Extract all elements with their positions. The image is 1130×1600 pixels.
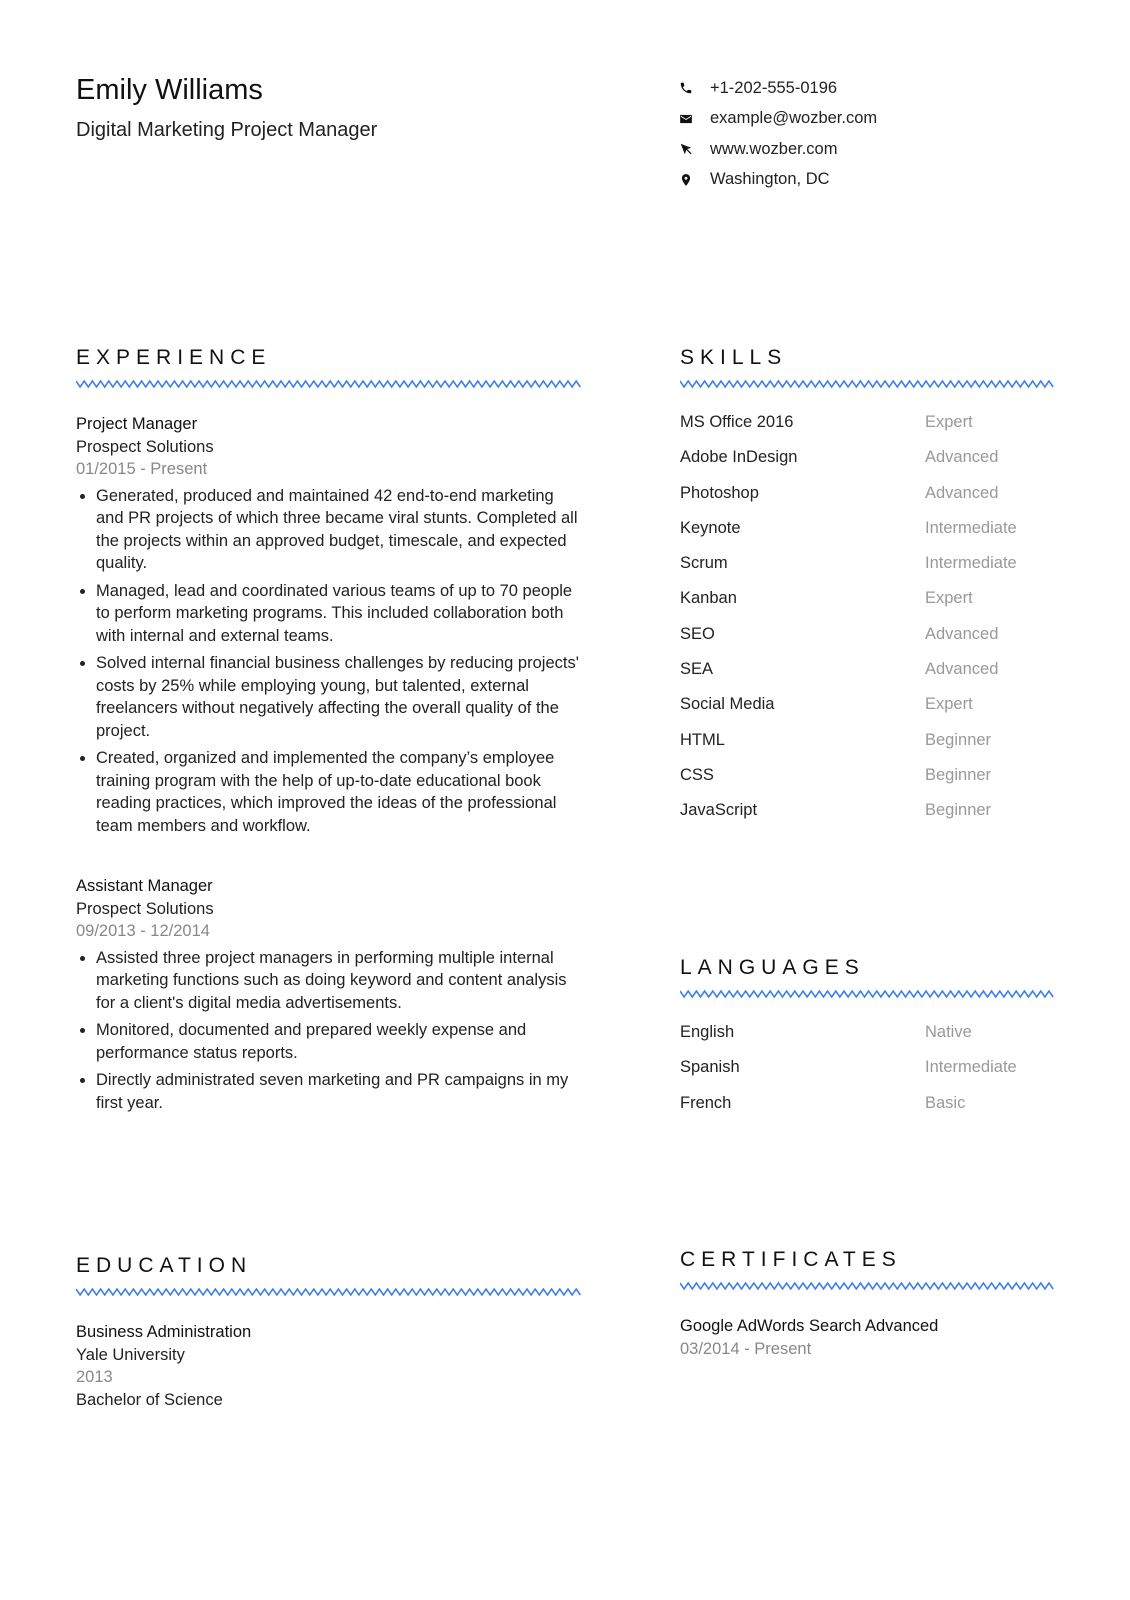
skills-section (680, 346, 1054, 837)
skill-level: Expert (925, 413, 973, 431)
skill-row (680, 695, 1054, 730)
job-bullet: • Directly administrated seven marketing and PR campaigns in my first year. (96, 1069, 581, 1114)
skill-row (680, 413, 1054, 448)
job-title: Project Manager (76, 415, 198, 433)
skill-row (680, 801, 1054, 836)
language-row (680, 1058, 1054, 1093)
job-bullet: • Generated, produced and maintained 42 end-to-end marketing and PR projects of which three became viral stunts. Completed all the projects within an approved budget, timescale, and expected quality. (96, 485, 581, 575)
language-level: Intermediate (925, 1058, 1017, 1077)
contact-list (679, 73, 1079, 195)
map-pin-icon (679, 173, 693, 187)
skill-level: Beginner (925, 801, 992, 820)
experience-heading: EXPERIENCE (76, 346, 272, 369)
skills-heading: SKILLS (680, 346, 788, 369)
experience-section (76, 346, 581, 1119)
skill-row (680, 484, 1054, 519)
skill-row (680, 448, 1054, 483)
contact-location (679, 165, 1079, 196)
contact-email[interactable] (679, 104, 1079, 135)
contact-email-text: example@wozber.com (710, 109, 878, 128)
language-name: Spanish (680, 1058, 740, 1077)
certificates-divider (680, 1281, 1054, 1291)
job-company: Prospect Solutions (76, 437, 214, 456)
skill-level: Intermediate (925, 554, 1017, 573)
skill-level: Advanced (925, 660, 999, 679)
skill-row (680, 731, 1054, 766)
job-bullet: • Managed, lead and coordinated various teams of up to 70 people to perform marketing programs. This included collaboration both with internal and external teams. (96, 580, 581, 648)
skill-name: SEA (680, 660, 714, 679)
skill-level: Advanced (925, 483, 999, 502)
skill-level: Advanced (925, 448, 999, 467)
language-level: Native (925, 1023, 972, 1041)
job-bullet: • Created, organized and implemented the company’s employee training program with the help of up-to-date educational book reading practices, which improved the ideas of the professional team members and workflow. (96, 747, 581, 837)
languages-section (680, 956, 1054, 1129)
job-entry (76, 413, 581, 837)
experience-divider (76, 379, 581, 389)
education-school: Yale University (76, 1345, 185, 1364)
skill-name: SEO (680, 624, 715, 643)
language-row (680, 1023, 1054, 1058)
certificates-section (680, 1248, 1054, 1360)
skill-row (680, 519, 1054, 554)
skill-level: Advanced (925, 624, 999, 643)
job-title: Assistant Manager (76, 877, 213, 895)
language-name: English (680, 1023, 735, 1041)
job-bullet: • Assisted three project managers in performing multiple internal marketing functions such as doing keyword and content analysis for a client's digital media advertisements. (96, 947, 581, 1015)
certificate-entry (680, 1315, 1054, 1360)
languages-heading: LANGUAGES (680, 956, 865, 979)
job-bullets (76, 485, 581, 838)
education-degree: Business Administration (76, 1323, 252, 1341)
education-section (76, 1254, 581, 1411)
education-entry (76, 1321, 581, 1411)
certificate-title: Google AdWords Search Advanced (680, 1317, 939, 1335)
education-year: 2013 (76, 1368, 113, 1386)
certificates-heading: CERTIFICATES (680, 1248, 902, 1271)
candidate-title: Digital Marketing Project Manager (76, 119, 378, 141)
skill-name: Social Media (680, 695, 775, 714)
skill-level: Expert (925, 589, 973, 608)
skill-row (680, 660, 1054, 695)
skill-name: Kanban (680, 589, 737, 608)
skills-divider (680, 379, 1054, 389)
skill-name: MS Office 2016 (680, 413, 794, 431)
education-heading: EDUCATION (76, 1254, 253, 1277)
language-name: French (680, 1093, 732, 1112)
job-dates: 09/2013 - 12/2014 (76, 922, 210, 940)
job-bullets (76, 947, 581, 1115)
skills-list (680, 413, 1054, 837)
skill-level: Beginner (925, 730, 992, 749)
skill-name: JavaScript (680, 801, 758, 820)
languages-list (680, 1023, 1054, 1129)
cursor-icon (679, 142, 693, 156)
skill-name: Keynote (680, 518, 741, 537)
skill-name: Adobe InDesign (680, 448, 798, 467)
education-type: Bachelor of Science (76, 1390, 223, 1409)
contact-phone[interactable] (679, 73, 1079, 104)
phone-icon (679, 81, 693, 95)
job-company: Prospect Solutions (76, 899, 214, 918)
job-entry (76, 875, 581, 1114)
skill-row (680, 589, 1054, 624)
language-row (680, 1094, 1054, 1129)
skill-row (680, 625, 1054, 660)
contact-website-text: www.wozber.com (710, 139, 838, 158)
contact-website[interactable] (679, 134, 1079, 165)
contact-location-text: Washington, DC (710, 170, 830, 189)
skill-row (680, 554, 1054, 589)
skill-level: Beginner (925, 765, 992, 784)
skill-level: Expert (925, 695, 973, 714)
skill-level: Intermediate (925, 518, 1017, 537)
skill-name: Photoshop (680, 483, 759, 502)
skill-row (680, 766, 1054, 801)
contact-phone-text: +1-202-555-0196 (710, 78, 838, 97)
certificate-dates: 03/2014 - Present (680, 1339, 812, 1358)
skill-name: HTML (680, 730, 725, 749)
candidate-name: Emily Williams (76, 74, 263, 106)
job-dates: 01/2015 - Present (76, 460, 208, 478)
education-divider (76, 1287, 581, 1297)
job-bullet: • Monitored, documented and prepared weekly expense and performance status reports. (96, 1019, 581, 1064)
skill-name: CSS (680, 765, 714, 784)
skill-name: Scrum (680, 554, 728, 573)
language-level: Basic (925, 1093, 966, 1112)
languages-divider (680, 989, 1054, 999)
job-bullet: • Solved internal financial business challenges by reducing projects' costs by 25% while employing young, but talented, external freelancers without negatively affecting the overall quality of the project. (96, 652, 581, 742)
envelope-icon (679, 112, 693, 126)
